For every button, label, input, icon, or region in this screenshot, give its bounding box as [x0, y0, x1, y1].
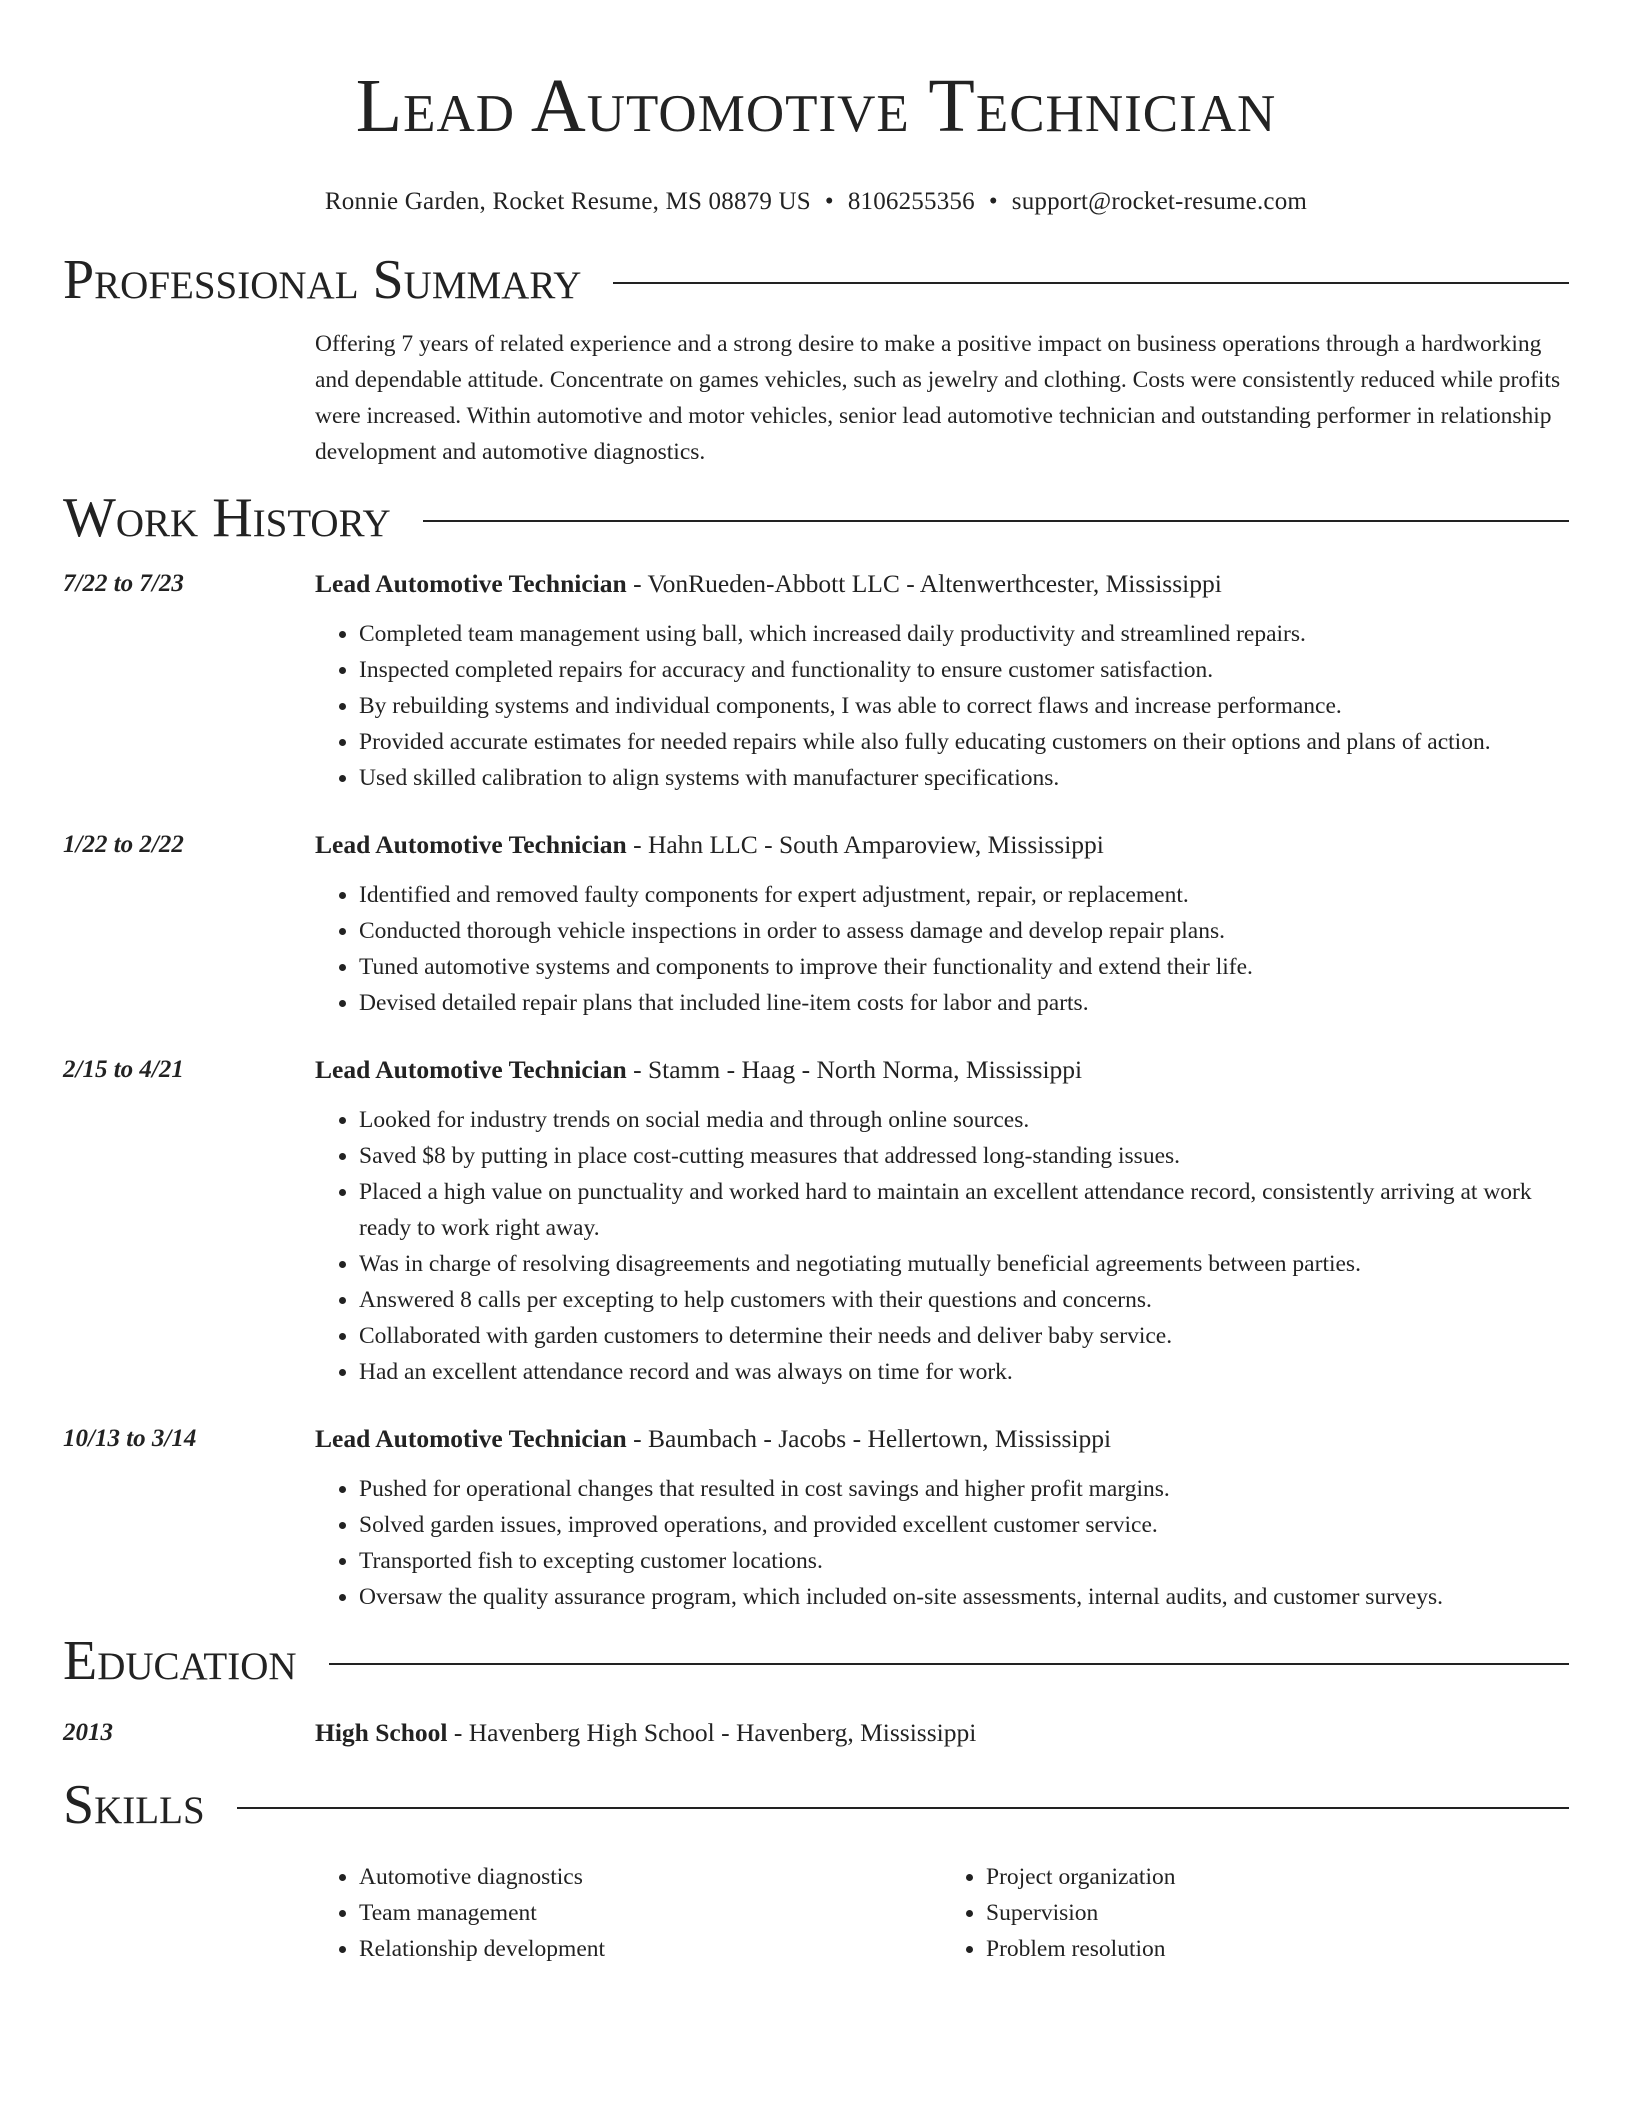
job-entry	[63, 1421, 1569, 1615]
skill-item: • Team management	[359, 1895, 942, 1931]
section-divider	[237, 1807, 1569, 1809]
section-heading-summary	[63, 248, 1569, 312]
job-bullet: • Used skilled calibration to align systems with manufacturer specifications.	[359, 760, 1569, 796]
section-divider	[423, 520, 1569, 522]
job-title: Lead Automotive Technician	[315, 1055, 627, 1084]
job-bullet: • Completed team management using ball, which increased daily productivity and streamlined repairs.	[359, 616, 1569, 652]
job-heading	[315, 1421, 1569, 1457]
job-employer: - Baumbach - Jacobs - Hellertown, Mississippi	[626, 1424, 1112, 1453]
resume-header	[63, 0, 1569, 218]
job-bullet: • Had an excellent attendance record and was always on time for work.	[359, 1354, 1569, 1390]
job-bullets	[315, 616, 1569, 796]
job-dates: 1/22 to 2/22	[63, 831, 184, 858]
job-bullet: • By rebuilding systems and individual components, I was able to correct flaws and increase performance.	[359, 688, 1569, 724]
section-title: Skills	[63, 1774, 205, 1836]
skills-column-left	[315, 1859, 942, 1967]
section-title: Work History	[63, 487, 391, 549]
job-bullet: • Devised detailed repair plans that included line-item costs for labor and parts.	[359, 985, 1569, 1021]
contact-email: support@rocket-resume.com	[1011, 188, 1308, 215]
summary-section	[63, 248, 1569, 470]
contact-separator: •	[824, 188, 834, 215]
job-employer: - Hahn LLC - South Amparoview, Mississippi	[626, 830, 1104, 859]
job-bullet: • Answered 8 calls per excepting to help customers with their questions and concerns.	[359, 1282, 1569, 1318]
job-dates: 7/22 to 7/23	[63, 570, 184, 597]
summary-text: Offering 7 years of related experience and a strong desire to make a positive impact on business operations through a hardworking and dependable attitude. Concentrate on games vehicles, such as jewelry and clothing. Costs were consistently reduced while profits were increased. Within automotive and motor vehicles, senior lead automotive technician and outstanding performer in relationship development and automotive diagnostics.	[315, 331, 1561, 465]
skills-column-right	[942, 1859, 1569, 1967]
contact-line	[63, 186, 1569, 218]
section-heading-skills	[63, 1773, 1569, 1837]
job-bullets	[315, 877, 1569, 1021]
skills-section	[63, 1773, 1569, 1967]
job-heading	[315, 827, 1569, 863]
section-heading-education	[63, 1629, 1569, 1693]
job-bullet: • Looked for industry trends on social media and through online sources.	[359, 1102, 1569, 1138]
skill-item: • Supervision	[986, 1895, 1569, 1931]
contact-phone: 8106255356	[847, 188, 975, 215]
job-detail	[315, 566, 1569, 796]
job-dates: 10/13 to 3/14	[63, 1425, 197, 1452]
job-bullet: • Collaborated with garden customers to determine their needs and deliver baby service.	[359, 1318, 1569, 1354]
job-employer: - Stamm - Haag - North Norma, Mississippi	[626, 1055, 1083, 1084]
job-heading	[315, 1052, 1569, 1088]
job-bullet: • Oversaw the quality assurance program, which included on-site assessments, internal audits, and customer surveys.	[359, 1579, 1569, 1615]
education-year: 2013	[63, 1719, 113, 1746]
education-entry	[63, 1715, 1569, 1751]
job-title: Lead Automotive Technician	[315, 569, 627, 598]
job-detail	[315, 827, 1569, 1021]
job-bullet: • Pushed for operational changes that resulted in cost savings and higher profit margins.	[359, 1471, 1569, 1507]
job-bullets	[315, 1102, 1569, 1390]
skills-grid	[315, 1859, 1569, 1967]
work-history-section	[63, 486, 1569, 1615]
skill-item: • Problem resolution	[986, 1931, 1569, 1967]
job-bullets	[315, 1471, 1569, 1615]
job-bullet: • Transported fish to excepting customer locations.	[359, 1543, 1569, 1579]
job-title: Lead Automotive Technician	[315, 830, 627, 859]
job-entry	[63, 827, 1569, 1021]
section-title: Education	[63, 1630, 297, 1692]
contact-separator: •	[988, 188, 998, 215]
section-divider	[329, 1663, 1569, 1665]
skill-item: • Automotive diagnostics	[359, 1859, 942, 1895]
job-bullet: • Was in charge of resolving disagreements and negotiating mutually beneficial agreements between parties.	[359, 1246, 1569, 1282]
job-bullet: • Identified and removed faulty components for expert adjustment, repair, or replacement.	[359, 877, 1569, 913]
candidate-name: Lead Automotive Technician	[355, 64, 1277, 148]
job-entry	[63, 1052, 1569, 1390]
job-bullet: • Provided accurate estimates for needed repairs while also fully educating customers on their options and plans of action.	[359, 724, 1569, 760]
job-employer: - VonRueden-Abbott LLC - Altenwerthcester, Mississippi	[626, 569, 1222, 598]
section-title: Professional Summary	[63, 249, 582, 311]
education-degree: High School	[315, 1718, 448, 1747]
section-divider	[613, 282, 1569, 284]
job-bullet: • Solved garden issues, improved operations, and provided excellent customer service.	[359, 1507, 1569, 1543]
job-detail	[315, 1421, 1569, 1615]
education-section	[63, 1629, 1569, 1751]
job-bullet: • Tuned automotive systems and components to improve their functionality and extend their life.	[359, 949, 1569, 985]
job-bullet: • Conducted thorough vehicle inspections in order to assess damage and develop repair plans.	[359, 913, 1569, 949]
job-detail	[315, 1052, 1569, 1390]
job-dates: 2/15 to 4/21	[63, 1056, 184, 1083]
education-school: - Havenberg High School - Havenberg, Mississippi	[447, 1718, 977, 1747]
skill-item: • Project organization	[986, 1859, 1569, 1895]
job-heading	[315, 566, 1569, 602]
skill-item: • Relationship development	[359, 1931, 942, 1967]
job-bullet: • Placed a high value on punctuality and worked hard to maintain an excellent attendance record, consistently arriving at work ready to work right away.	[359, 1174, 1569, 1246]
job-title: Lead Automotive Technician	[315, 1424, 627, 1453]
education-detail	[315, 1715, 976, 1751]
job-bullet: • Saved $8 by putting in place cost-cutting measures that addressed long-standing issues.	[359, 1138, 1569, 1174]
job-bullet: • Inspected completed repairs for accuracy and functionality to ensure customer satisfaction.	[359, 652, 1569, 688]
job-entry	[63, 566, 1569, 796]
contact-address: Ronnie Garden, Rocket Resume, MS 08879 US	[324, 188, 811, 215]
section-heading-work-history	[63, 486, 1569, 550]
